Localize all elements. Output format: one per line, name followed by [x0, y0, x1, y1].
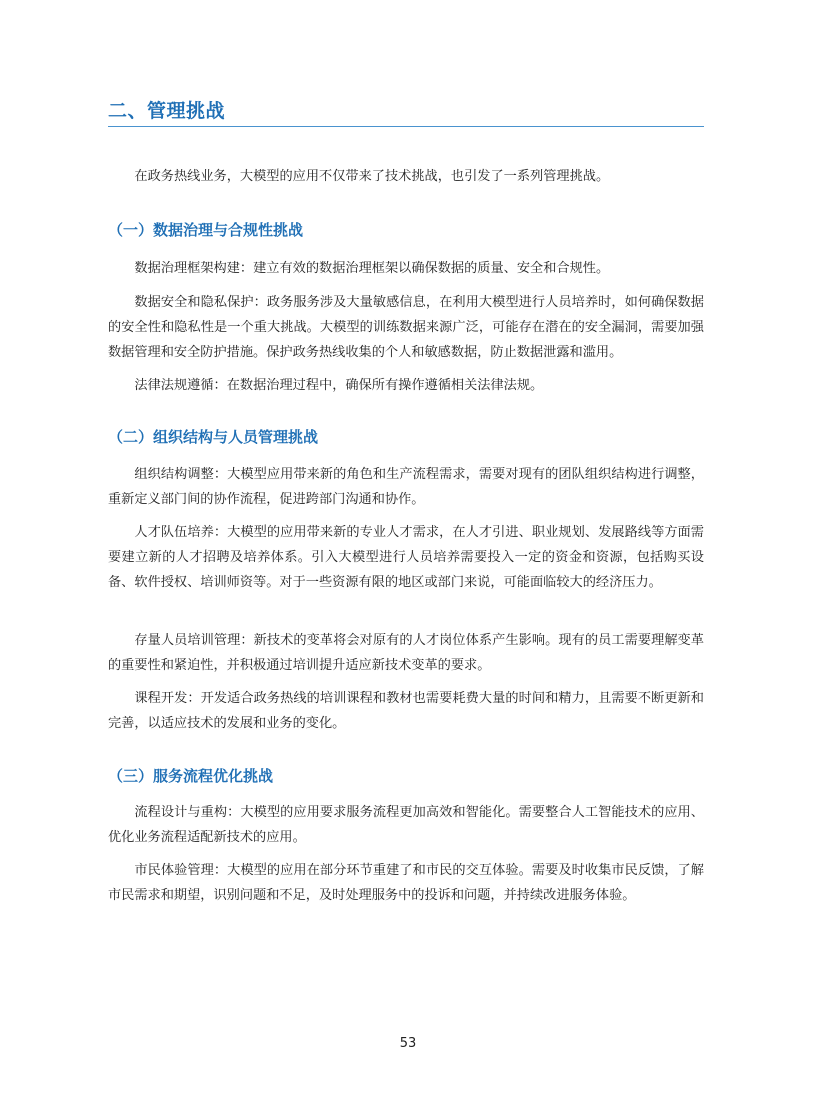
- section-divider: [108, 126, 704, 127]
- paragraph: 数据治理框架构建：建立有效的数据治理框架以确保数据的质量、安全和合规性。: [134, 261, 610, 276]
- paragraph: 人才队伍培养：大模型的应用带来新的专业人才需求，在人才引进、职业规划、发展路线等方面需要建立新的人才招聘及培养体系。引入大模型进行人员培养需要投入一定的资金和资源，包括购买设备、软件授权、培训师资等。对于一些资源有限的地区或部门来说，可能面临较大的经济压力。: [108, 525, 704, 590]
- paragraph: 法律法规遵循：在数据治理过程中，确保所有操作遵循相关法律法规。: [134, 378, 544, 393]
- paragraph: 流程设计与重构：大模型的应用要求服务流程更加高效和智能化。需要整合人工智能技术的应用、优化业务流程适配新技术的应用。: [108, 805, 704, 845]
- subsection-heading-organization: （二）组织结构与人员管理挑战: [108, 428, 319, 446]
- paragraph: 组织结构调整：大模型应用带来新的角色和生产流程需求，需要对现有的团队组织结构进行调整，重新定义部门间的协作流程，促进跨部门沟通和协作。: [108, 467, 704, 507]
- page-number: 53: [399, 1036, 417, 1051]
- section-title: 二、管理挑战: [108, 100, 226, 122]
- paragraph: 课程开发：开发适合政务热线的培训课程和教材也需要耗费大量的时间和精力，且需要不断更新和完善，以适应技术的发展和业务的变化。: [108, 691, 704, 731]
- subsection-heading-service-process: （三）服务流程优化挑战: [108, 767, 274, 785]
- paragraph: 数据安全和隐私保护：政务服务涉及大量敏感信息，在利用大模型进行人员培养时，如何确保数据的安全性和隐私性是一个重大挑战。大模型的训练数据来源广泛，可能存在潜在的安全漏洞，需要加强数据管理和安全防护措施。保护政务热线收集的个人和敏感数据，防止数据泄露和滥用。: [108, 295, 704, 360]
- section-intro: 在政务热线业务，大模型的应用不仅带来了技术挑战，也引发了一系列管理挑战。: [134, 169, 610, 184]
- paragraph: 存量人员培训管理：新技术的变革将会对原有的人才岗位体系产生影响。现有的员工需要理解变革的重要性和紧迫性，并积极通过培训提升适应新技术变革的要求。: [108, 633, 704, 673]
- paragraph: 市民体验管理：大模型的应用在部分环节重建了和市民的交互体验。需要及时收集市民反馈，了解市民需求和期望，识别问题和不足，及时处理服务中的投诉和问题，并持续改进服务体验。: [108, 863, 704, 903]
- subsection-heading-data-governance: （一）数据治理与合规性挑战: [108, 221, 304, 239]
